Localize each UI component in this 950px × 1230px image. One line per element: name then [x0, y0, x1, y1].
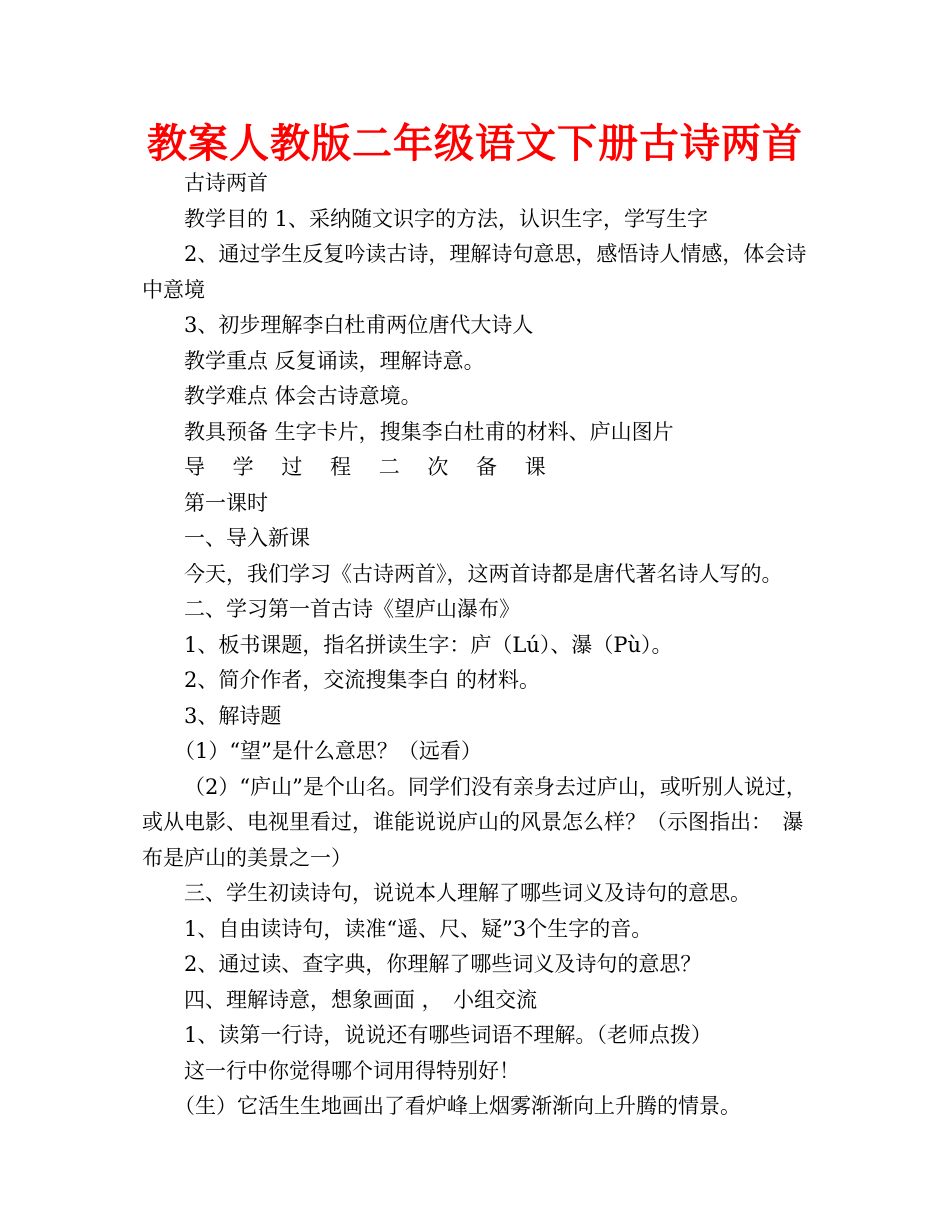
paragraph: 1、读第一行诗，说说还有哪些词语不理解。（老师点拨） [184, 1023, 712, 1047]
paragraph: 古诗两首 [184, 171, 268, 195]
paragraph: （1）“望”是什么意思？（远看） [174, 739, 482, 763]
paragraph: （2）“庐山”是个山名。同学们没有亲身去过庐山，或听别人说过，或从电影、电视里看过，谁能说说庐山的风景怎么样？（示图指出： 瀑布是庐山的美景之一） [142, 774, 807, 870]
document-body [142, 166, 814, 1125]
paragraph: 第一课时 [184, 490, 268, 515]
paragraph: 教具预备 生字卡片，搜集李白杜甫的材料、庐山图片 [184, 419, 674, 444]
paragraph: 2、通过读、查字典，你理解了哪些词义及诗句的意思？ [184, 952, 702, 976]
paragraph: 3、解诗题 [184, 703, 282, 728]
paragraph: 二、学习第一首古诗《望庐山瀑布》 [184, 597, 520, 621]
paragraph: 今天，我们学习《古诗两首》，这两首诗都是唐代著名诗人写的。 [184, 561, 783, 586]
paragraph: 这一行中你觉得哪个词用得特别好！ [184, 1058, 520, 1083]
paragraph: 2、简介作者，交流搜集李白 的材料。 [184, 668, 541, 692]
paragraph: 1、自由读诗句，读准“遥、尺、疑”3个生字的音。 [184, 916, 653, 941]
paragraph: 三、学生初读诗句，说说本人理解了哪些词义及诗句的意思。 [184, 881, 751, 905]
document-title: 教案人教版二年级语文下册古诗两首 [147, 121, 803, 167]
paragraph: 一、导入新课 [184, 526, 310, 550]
paragraph: 教学重点 反复诵读，理解诗意。 [184, 348, 485, 373]
paragraph: 四、理解诗意，想象画面 ， 小组交流 [184, 987, 538, 1012]
paragraph: 1、板书课题，指名拼读生字：庐（Lú）、瀑（Pù）。 [184, 632, 673, 657]
paragraph: 教学目的 1、采纳随文识字的方法，认识生字，学写生字 [184, 206, 709, 231]
paragraph: 教学难点 体会古诗意境。 [184, 384, 422, 408]
paragraph: （生）它活生生地画出了看炉峰上烟雾渐渐向上升腾的情景。 [174, 1094, 741, 1118]
paragraph: 2、通过学生反复吟读古诗，理解诗句意思，感悟诗人情感，体会诗中意境 [142, 242, 807, 302]
paragraph: 3、初步理解李白杜甫两位唐代大诗人 [184, 313, 534, 337]
paragraph: 导 学 过 程 二 次 备 课 [184, 455, 557, 479]
